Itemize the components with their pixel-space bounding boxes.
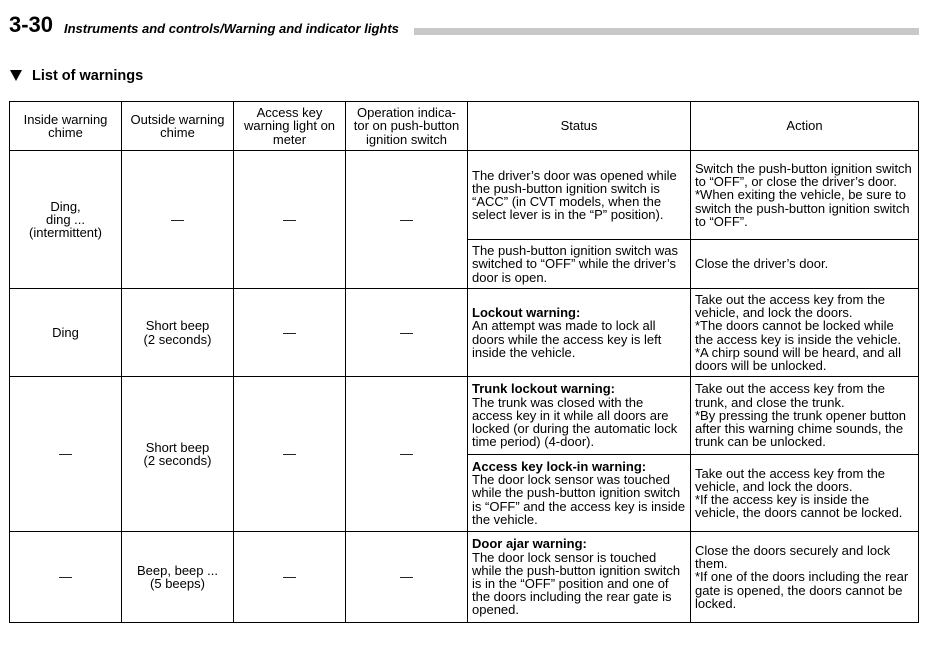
- table-row: [10, 151, 919, 240]
- page-header: [9, 14, 919, 36]
- table-header-row: [10, 102, 919, 151]
- status-text: The door lock sensor is touched while the push-button ignition switch is in the “OFF” position and one of the doors including the rear gate is opened.: [472, 549, 681, 618]
- status-text: The push-button ignition switch was switched to “OFF” while the driver’s door is open.: [472, 243, 678, 285]
- inside-chime-cell: Ding, ding ... (intermittent): [10, 151, 122, 289]
- status-title: Trunk lockout warning:: [472, 381, 616, 397]
- column-header-action: Action: [691, 102, 919, 151]
- status-title: Lockout warning:: [472, 305, 581, 321]
- list-heading-text: List of warnings: [32, 68, 144, 84]
- operation-indicator-cell: —: [346, 377, 468, 532]
- table-row: [10, 289, 919, 377]
- column-header-inside-chime: Inside warning chime: [10, 102, 122, 151]
- status-cell: [468, 532, 691, 623]
- header-rule: [414, 28, 919, 35]
- status-text: The trunk was closed with the access key in it while all doors are locked (or during the automatic lock time period) (4-door).: [472, 394, 678, 450]
- outside-chime-cell: Short beep (2 seconds): [122, 377, 234, 532]
- action-cell: Close the driver’s door.: [691, 240, 919, 289]
- status-cell: [468, 289, 691, 377]
- list-heading: [10, 68, 143, 85]
- access-light-cell: —: [234, 377, 346, 532]
- status-text: The driver’s door was opened while the push-button ignition switch is “ACC” (in CVT models, when the select lever is in the “P” position).: [472, 167, 677, 223]
- status-cell: [468, 377, 691, 455]
- outside-chime-cell: Short beep (2 seconds): [122, 289, 234, 377]
- column-header-operation-indicator: Operation indica- tor on push-button ignition switch: [346, 102, 468, 151]
- status-text: The door lock sensor was touched while the push-button ignition switch is “OFF” and the access key is inside the vehicle.: [472, 472, 686, 527]
- inside-chime-cell: —: [10, 377, 122, 532]
- status-title: Access key lock-in warning:: [472, 458, 647, 474]
- operation-indicator-cell: —: [346, 151, 468, 289]
- access-light-cell: —: [234, 532, 346, 623]
- action-cell: Take out the access key from the vehicle, and lock the doors. *If the access key is inside the vehicle, the doors cannot be locked.: [691, 455, 919, 532]
- outside-chime-cell: —: [122, 151, 234, 289]
- status-cell: [468, 151, 691, 240]
- table-row: [10, 532, 919, 623]
- page-number: 3-30: [9, 12, 54, 37]
- status-cell: [468, 455, 691, 532]
- operation-indicator-cell: —: [346, 532, 468, 623]
- outside-chime-cell: Beep, beep ... (5 beeps): [122, 532, 234, 623]
- inside-chime-cell: —: [10, 532, 122, 623]
- inside-chime-cell: Ding: [10, 289, 122, 377]
- action-cell: Close the doors securely and lock them. *If one of the doors including the rear gate is opened, the doors cannot be locked.: [691, 532, 919, 623]
- access-light-cell: —: [234, 151, 346, 289]
- column-header-status: Status: [468, 102, 691, 151]
- warnings-table: [9, 101, 919, 623]
- column-header-outside-chime: Outside warning chime: [122, 102, 234, 151]
- access-light-cell: —: [234, 289, 346, 377]
- status-title: Door ajar warning:: [472, 536, 587, 552]
- action-cell: Switch the push-button ignition switch to “OFF”, or close the driver’s door. *When exiting the vehicle, be sure to switch the push-button ignition switch to “OFF”.: [691, 151, 919, 240]
- action-cell: Take out the access key from the trunk, and close the trunk. *By pressing the trunk opener button after this warning chime sounds, the trunk can be unlocked.: [691, 377, 919, 455]
- triangle-down-icon: [10, 70, 22, 81]
- section-title: Instruments and controls/Warning and indicator lights: [64, 21, 399, 36]
- status-cell: [468, 240, 691, 289]
- action-cell: Take out the access key from the vehicle, and lock the doors. *The doors cannot be locked while the access key is inside the vehicle. *A chirp sound will be heard, and all doors will be unlocked.: [691, 289, 919, 377]
- status-text: An attempt was made to lock all doors while the access key is left inside the vehicle.: [472, 318, 662, 360]
- operation-indicator-cell: —: [346, 289, 468, 377]
- table-row: [10, 377, 919, 455]
- column-header-access-key-light: Access key warning light on meter: [234, 102, 346, 151]
